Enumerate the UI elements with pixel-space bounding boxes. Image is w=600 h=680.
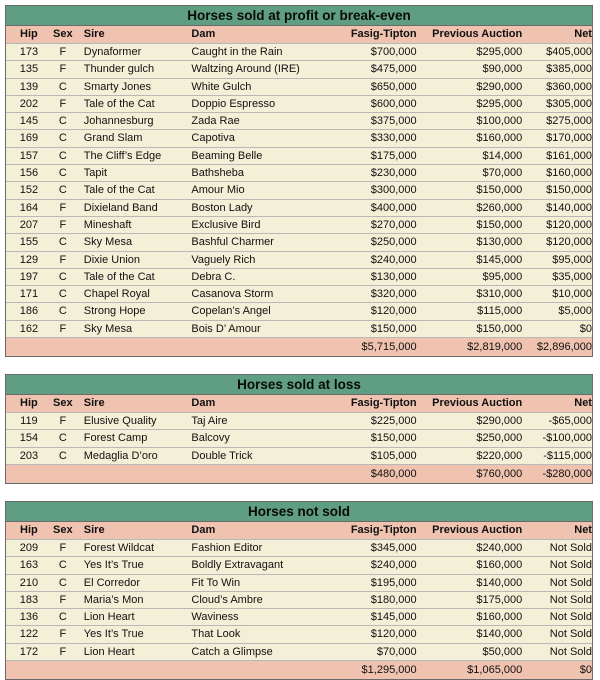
cell-prev: $14,000 bbox=[482, 149, 523, 162]
cell-net: $160,000 bbox=[546, 167, 592, 180]
cell-dam: Waviness bbox=[191, 611, 239, 624]
cell-fasig: $345,000 bbox=[370, 541, 417, 554]
cell-net: $150,000 bbox=[546, 184, 592, 197]
section-gap bbox=[5, 484, 593, 501]
cell-dam: Cloud’s Ambre bbox=[191, 593, 263, 606]
table-row bbox=[6, 79, 592, 96]
cell-net: $385,000 bbox=[546, 63, 592, 76]
cell-dam: Amour Mio bbox=[191, 184, 245, 197]
cell-dam: Bathsheba bbox=[191, 167, 245, 180]
cell-prev: $160,000 bbox=[476, 132, 523, 145]
column-header-sire: Sire bbox=[83, 28, 105, 40]
column-header-row bbox=[6, 522, 592, 540]
section-table bbox=[5, 5, 593, 357]
total-sex bbox=[52, 338, 74, 356]
cell-sire: Elusive Quality bbox=[83, 415, 157, 428]
table-row bbox=[6, 234, 592, 251]
column-header-hip: Hip bbox=[20, 28, 38, 40]
cell-sire: Strong Hope bbox=[83, 305, 146, 318]
cell-sire: Grand Slam bbox=[83, 132, 143, 145]
cell-hip: 207 bbox=[19, 218, 39, 231]
cell-fasig: $70,000 bbox=[376, 645, 417, 658]
cell-prev: $295,000 bbox=[476, 46, 523, 58]
table-row bbox=[6, 592, 592, 609]
cell-dam: Boldly Extravagant bbox=[191, 559, 284, 572]
cell-net: $161,000 bbox=[546, 149, 592, 162]
cell-fasig: $175,000 bbox=[370, 149, 417, 162]
cell-sire: Sky Mesa bbox=[83, 322, 133, 335]
cell-hip: 129 bbox=[19, 253, 39, 266]
cell-net: $5,000 bbox=[558, 305, 592, 318]
cell-prev: $145,000 bbox=[476, 253, 523, 266]
cell-hip: 145 bbox=[19, 115, 39, 128]
cell-sex: C bbox=[58, 167, 67, 180]
cell-fasig: $230,000 bbox=[370, 167, 417, 180]
table-row bbox=[6, 321, 592, 338]
cell-sex: C bbox=[58, 611, 67, 624]
cell-prev: $250,000 bbox=[476, 432, 523, 445]
cell-hip: 155 bbox=[19, 236, 39, 249]
table-row bbox=[6, 44, 592, 61]
table-row bbox=[6, 113, 592, 130]
column-header-net: Net bbox=[574, 397, 592, 410]
cell-sex: F bbox=[59, 415, 67, 428]
cell-sex: C bbox=[58, 236, 67, 249]
cell-prev: $260,000 bbox=[476, 201, 523, 214]
cell-hip: 169 bbox=[19, 132, 39, 145]
total-prev: $1,065,000 bbox=[467, 664, 523, 677]
cell-prev: $175,000 bbox=[476, 593, 523, 606]
total-row bbox=[6, 661, 592, 680]
cell-net: -$115,000 bbox=[543, 449, 592, 462]
section-table bbox=[5, 374, 593, 484]
cell-fasig: $120,000 bbox=[370, 305, 417, 318]
column-header-row bbox=[6, 395, 592, 413]
cell-hip: 171 bbox=[19, 288, 39, 301]
section-gap bbox=[5, 357, 593, 374]
cell-prev: $115,000 bbox=[477, 305, 523, 318]
cell-prev: $290,000 bbox=[476, 80, 523, 93]
cell-fasig: $650,000 bbox=[370, 80, 417, 93]
cell-sire: Mineshaft bbox=[83, 218, 132, 231]
cell-fasig: $150,000 bbox=[370, 432, 417, 445]
column-header-hip: Hip bbox=[20, 523, 38, 536]
table-row bbox=[6, 413, 592, 430]
cell-hip: 186 bbox=[19, 305, 39, 318]
cell-hip: 119 bbox=[20, 415, 38, 428]
cell-fasig: $300,000 bbox=[370, 184, 417, 197]
cell-sire: Dixie Union bbox=[83, 253, 141, 266]
cell-dam: Bois D’ Amour bbox=[191, 322, 261, 335]
cell-net: Not Sold bbox=[549, 559, 592, 572]
table-row bbox=[6, 644, 592, 661]
cell-sire: Tale of the Cat bbox=[83, 184, 155, 197]
cell-net: $170,000 bbox=[546, 132, 592, 145]
cell-sex: C bbox=[58, 432, 67, 445]
cell-sire: Tale of the Cat bbox=[83, 270, 155, 283]
cell-sex: F bbox=[59, 628, 67, 641]
cell-net: Not Sold bbox=[549, 576, 592, 589]
cell-sex: C bbox=[58, 132, 67, 145]
cell-dam: Taj Aire bbox=[191, 415, 228, 428]
cell-prev: $310,000 bbox=[476, 288, 523, 301]
table-row bbox=[6, 200, 592, 217]
total-sex bbox=[52, 661, 74, 679]
column-header-dam: Dam bbox=[191, 28, 216, 40]
total-net: $2,896,000 bbox=[536, 341, 592, 354]
cell-hip: 210 bbox=[19, 576, 39, 589]
cell-dam: Casanova Storm bbox=[191, 288, 274, 301]
cell-net: $120,000 bbox=[546, 236, 592, 249]
cell-fasig: $240,000 bbox=[370, 559, 417, 572]
column-header-sire: Sire bbox=[83, 397, 105, 410]
cell-hip: 183 bbox=[19, 593, 39, 606]
cell-sire: El Corredor bbox=[83, 576, 141, 589]
cell-sex: C bbox=[58, 115, 67, 128]
cell-dam: Zada Rae bbox=[191, 115, 240, 128]
cell-prev: $70,000 bbox=[482, 167, 523, 180]
cell-hip: 156 bbox=[19, 167, 39, 180]
cell-dam: Capotiva bbox=[191, 132, 235, 145]
total-row bbox=[6, 338, 592, 357]
table-row bbox=[6, 61, 592, 78]
total-fasig: $480,000 bbox=[370, 467, 417, 480]
column-header-fasig: Fasig-Tipton bbox=[350, 523, 417, 536]
cell-net: $305,000 bbox=[546, 97, 592, 110]
total-sire bbox=[74, 465, 187, 483]
table-row bbox=[6, 430, 592, 447]
cell-dam: Waltzing Around (IRE) bbox=[191, 63, 300, 76]
cell-hip: 164 bbox=[19, 201, 39, 214]
table-row bbox=[6, 148, 592, 165]
table-row bbox=[6, 182, 592, 199]
cell-sex: C bbox=[58, 149, 67, 162]
table-row bbox=[6, 557, 592, 574]
cell-hip: 122 bbox=[19, 628, 39, 641]
cell-sire: Forest Camp bbox=[83, 432, 148, 445]
cell-dam: Boston Lady bbox=[191, 201, 253, 214]
cell-hip: 202 bbox=[19, 97, 39, 110]
cell-sex: C bbox=[58, 576, 67, 589]
cell-sex: C bbox=[58, 559, 67, 572]
cell-fasig: $120,000 bbox=[370, 628, 417, 641]
total-prev: $760,000 bbox=[476, 467, 523, 480]
cell-sire: Lion Heart bbox=[83, 645, 135, 658]
cell-hip: 135 bbox=[19, 63, 39, 76]
cell-hip: 173 bbox=[19, 46, 39, 58]
table-row bbox=[6, 540, 592, 557]
cell-sire: The Cliff’s Edge bbox=[83, 149, 162, 162]
cell-net: $360,000 bbox=[546, 80, 592, 93]
cell-dam: Double Trick bbox=[191, 449, 253, 462]
cell-fasig: $105,000 bbox=[370, 449, 417, 462]
cell-net: Not Sold bbox=[549, 541, 592, 554]
cell-prev: $95,000 bbox=[482, 270, 523, 283]
cell-prev: $160,000 bbox=[476, 559, 523, 572]
total-sire bbox=[74, 661, 187, 679]
cell-dam: Bashful Charmer bbox=[191, 236, 274, 249]
cell-hip: 162 bbox=[19, 322, 39, 335]
cell-fasig: $270,000 bbox=[370, 218, 417, 231]
cell-fasig: $240,000 bbox=[370, 253, 417, 266]
cell-fasig: $145,000 bbox=[370, 611, 417, 624]
total-hip bbox=[6, 465, 52, 483]
cell-sire: Yes It’s True bbox=[83, 628, 144, 641]
total-prev: $2,819,000 bbox=[467, 341, 523, 354]
column-header-dam: Dam bbox=[191, 397, 216, 410]
cell-sire: Thunder gulch bbox=[83, 63, 155, 76]
cell-fasig: $150,000 bbox=[370, 322, 417, 335]
cell-dam: White Gulch bbox=[191, 80, 252, 93]
cell-dam: Fashion Editor bbox=[191, 541, 263, 554]
cell-sex: C bbox=[58, 305, 67, 318]
cell-sex: F bbox=[59, 645, 67, 658]
column-header-hip: Hip bbox=[20, 397, 38, 410]
total-dam bbox=[186, 338, 319, 356]
cell-fasig: $320,000 bbox=[370, 288, 417, 301]
column-header-dam: Dam bbox=[191, 523, 216, 536]
cell-prev: $295,000 bbox=[476, 97, 523, 110]
cell-net: $95,000 bbox=[552, 253, 592, 266]
total-net: $0 bbox=[579, 664, 592, 677]
cell-sire: Smarty Jones bbox=[83, 80, 152, 93]
cell-hip: 157 bbox=[19, 149, 39, 162]
cell-dam: Catch a Glimpse bbox=[191, 645, 273, 658]
cell-sex: F bbox=[59, 201, 67, 214]
column-header-prev: Previous Auction bbox=[432, 28, 523, 40]
cell-net: Not Sold bbox=[549, 611, 592, 624]
table-row bbox=[6, 303, 592, 320]
table-row bbox=[6, 286, 592, 303]
cell-sex: F bbox=[59, 253, 67, 266]
cell-net: -$65,000 bbox=[548, 415, 592, 428]
cell-prev: $240,000 bbox=[476, 541, 523, 554]
cell-net: $405,000 bbox=[546, 46, 592, 58]
table-row bbox=[6, 269, 592, 286]
section-table bbox=[5, 501, 593, 680]
cell-sex: F bbox=[59, 322, 67, 335]
column-header-fasig: Fasig-Tipton bbox=[350, 397, 417, 410]
cell-fasig: $195,000 bbox=[370, 576, 417, 589]
section-title: Horses sold at loss bbox=[6, 375, 592, 395]
cell-net: $120,000 bbox=[546, 218, 592, 231]
cell-net: Not Sold bbox=[549, 628, 592, 641]
column-header-net: Net bbox=[574, 28, 592, 40]
sales-report bbox=[5, 5, 593, 680]
cell-dam: Copelan’s Angel bbox=[191, 305, 271, 318]
cell-prev: $100,000 bbox=[476, 115, 523, 128]
table-row bbox=[6, 165, 592, 182]
total-fasig: $1,295,000 bbox=[361, 664, 417, 677]
table-row bbox=[6, 575, 592, 592]
cell-fasig: $250,000 bbox=[370, 236, 417, 249]
cell-sex: F bbox=[59, 218, 67, 231]
total-dam bbox=[186, 465, 319, 483]
total-row bbox=[6, 465, 592, 484]
cell-dam: Exclusive Bird bbox=[191, 218, 261, 231]
cell-hip: 154 bbox=[19, 432, 39, 445]
cell-prev: $160,000 bbox=[476, 611, 523, 624]
cell-sire: Tapit bbox=[83, 167, 108, 180]
cell-hip: 152 bbox=[19, 184, 39, 197]
cell-prev: $130,000 bbox=[476, 236, 523, 249]
column-header-sex: Sex bbox=[53, 523, 73, 536]
cell-dam: Balcovy bbox=[191, 432, 230, 445]
cell-hip: 172 bbox=[19, 645, 39, 658]
cell-sex: F bbox=[59, 46, 67, 58]
cell-hip: 136 bbox=[19, 611, 39, 624]
cell-prev: $290,000 bbox=[476, 415, 523, 428]
cell-prev: $150,000 bbox=[476, 218, 523, 231]
total-sire bbox=[74, 338, 187, 356]
total-net: -$280,000 bbox=[542, 467, 592, 480]
cell-sire: Maria’s Mon bbox=[83, 593, 144, 606]
section-title: Horses not sold bbox=[6, 502, 592, 522]
cell-dam: Caught in the Rain bbox=[191, 46, 283, 58]
cell-sex: F bbox=[59, 97, 67, 110]
cell-sire: Dynaformer bbox=[83, 46, 142, 58]
cell-sire: Yes It’s True bbox=[83, 559, 144, 572]
cell-sire: Tale of the Cat bbox=[83, 97, 155, 110]
cell-fasig: $330,000 bbox=[370, 132, 417, 145]
column-header-prev: Previous Auction bbox=[432, 397, 523, 410]
cell-sex: C bbox=[58, 270, 67, 283]
total-fasig: $5,715,000 bbox=[361, 341, 417, 354]
column-header-sire: Sire bbox=[83, 523, 105, 536]
column-header-sex: Sex bbox=[53, 397, 73, 410]
column-header-fasig: Fasig-Tipton bbox=[350, 28, 417, 40]
column-header-sex: Sex bbox=[53, 28, 73, 40]
cell-sire: Sky Mesa bbox=[83, 236, 133, 249]
table-row bbox=[6, 96, 592, 113]
cell-sire: Medaglia D’oro bbox=[83, 449, 158, 462]
cell-fasig: $180,000 bbox=[370, 593, 417, 606]
cell-net: $35,000 bbox=[552, 270, 592, 283]
cell-dam: Vaguely Rich bbox=[191, 253, 256, 266]
cell-fasig: $130,000 bbox=[370, 270, 417, 283]
cell-fasig: $700,000 bbox=[370, 46, 417, 58]
cell-sex: C bbox=[58, 80, 67, 93]
cell-hip: 139 bbox=[19, 80, 39, 93]
cell-net: $275,000 bbox=[546, 115, 592, 128]
cell-hip: 209 bbox=[19, 541, 39, 554]
cell-fasig: $600,000 bbox=[370, 97, 417, 110]
cell-fasig: $375,000 bbox=[370, 115, 417, 128]
cell-sire: Chapel Royal bbox=[83, 288, 150, 301]
cell-sex: F bbox=[59, 593, 67, 606]
cell-prev: $140,000 bbox=[476, 576, 523, 589]
cell-dam: That Look bbox=[191, 628, 241, 641]
cell-prev: $50,000 bbox=[482, 645, 523, 658]
cell-fasig: $400,000 bbox=[370, 201, 417, 214]
cell-net: -$100,000 bbox=[542, 432, 592, 445]
cell-prev: $220,000 bbox=[476, 449, 523, 462]
cell-net: Not Sold bbox=[549, 593, 592, 606]
cell-net: $140,000 bbox=[546, 201, 592, 214]
cell-prev: $90,000 bbox=[482, 63, 523, 76]
table-row bbox=[6, 217, 592, 234]
cell-prev: $150,000 bbox=[476, 184, 523, 197]
cell-hip: 163 bbox=[19, 559, 39, 572]
cell-sex: F bbox=[59, 63, 67, 76]
total-sex bbox=[52, 465, 74, 483]
cell-prev: $140,000 bbox=[476, 628, 523, 641]
cell-dam: Beaming Belle bbox=[191, 149, 263, 162]
section-title: Horses sold at profit or break-even bbox=[6, 6, 592, 26]
table-row bbox=[6, 252, 592, 269]
cell-sex: C bbox=[58, 288, 67, 301]
cell-fasig: $475,000 bbox=[370, 63, 417, 76]
total-dam bbox=[186, 661, 319, 679]
cell-prev: $150,000 bbox=[476, 322, 523, 335]
column-header-row bbox=[6, 26, 592, 44]
cell-sire: Lion Heart bbox=[83, 611, 135, 624]
cell-sex: F bbox=[59, 541, 67, 554]
cell-sire: Forest Wildcat bbox=[83, 541, 155, 554]
table-row bbox=[6, 609, 592, 626]
table-row bbox=[6, 130, 592, 147]
cell-net: Not Sold bbox=[549, 645, 592, 658]
table-row bbox=[6, 448, 592, 465]
cell-sire: Dixieland Band bbox=[83, 201, 158, 214]
column-header-net: Net bbox=[574, 523, 592, 536]
cell-hip: 197 bbox=[19, 270, 39, 283]
cell-fasig: $225,000 bbox=[370, 415, 417, 428]
column-header-prev: Previous Auction bbox=[432, 523, 523, 536]
cell-dam: Debra C. bbox=[191, 270, 236, 283]
table-row bbox=[6, 626, 592, 643]
cell-sex: C bbox=[58, 449, 67, 462]
total-hip bbox=[6, 338, 52, 356]
cell-net: $0 bbox=[579, 322, 592, 335]
cell-sex: C bbox=[58, 184, 67, 197]
cell-dam: Doppio Espresso bbox=[191, 97, 276, 110]
cell-hip: 203 bbox=[19, 449, 39, 462]
cell-net: $10,000 bbox=[552, 288, 592, 301]
cell-sire: Johannesburg bbox=[83, 115, 154, 128]
cell-dam: Fit To Win bbox=[191, 576, 241, 589]
total-hip bbox=[6, 661, 52, 679]
